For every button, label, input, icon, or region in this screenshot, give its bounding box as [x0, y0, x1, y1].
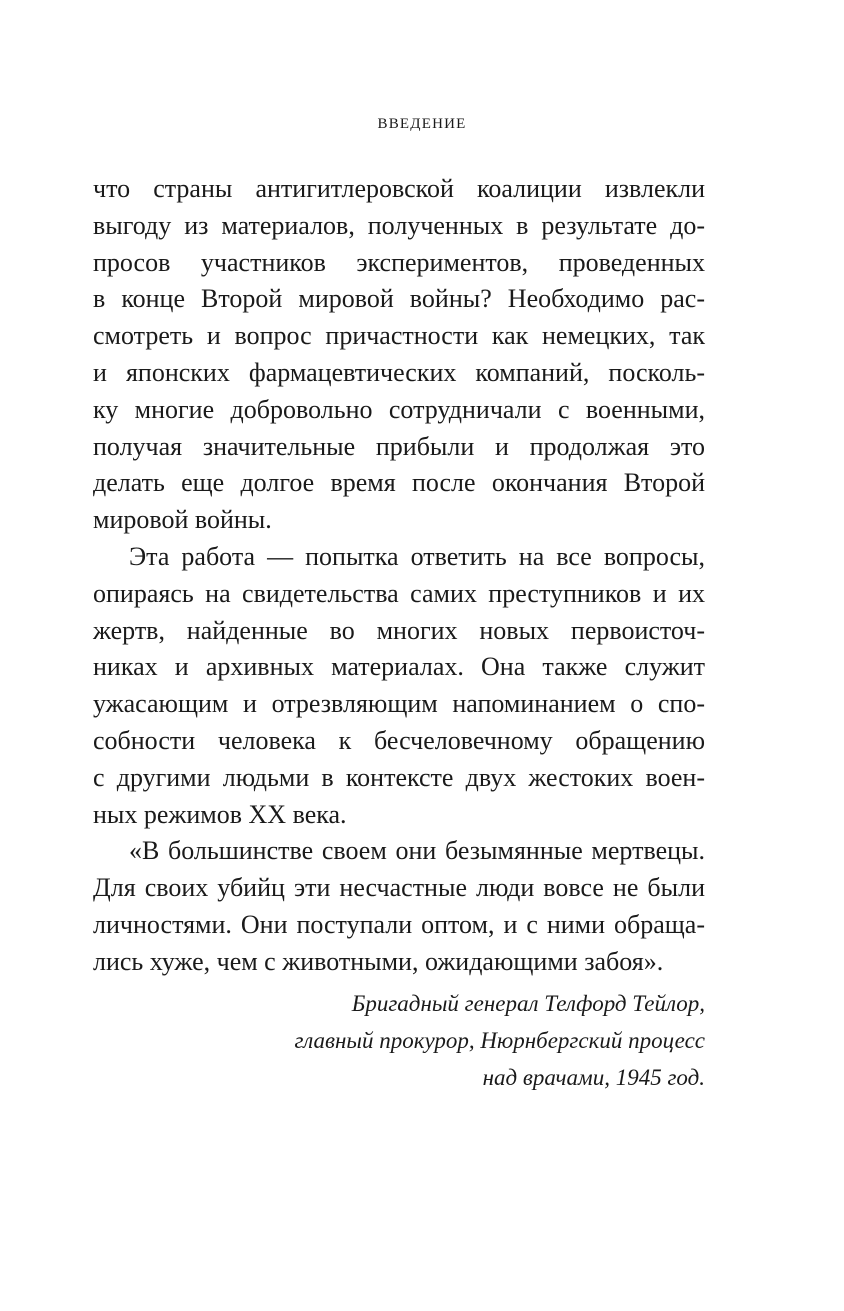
text-line: ужасающим и отрезвляющим напоминанием о спо-	[93, 689, 705, 719]
text-line: лись хуже, чем с животными, ожидающими забоя».	[93, 946, 664, 976]
text-line: делать еще долгое время после окончания Второй	[93, 468, 705, 498]
text-line: получая значительные прибыли и продолжая это	[93, 431, 705, 461]
attribution-line: Бригадный генерал Телфорд Тейлор,	[351, 991, 705, 1016]
text-line: ку многие добровольно сотрудничали с военными,	[93, 394, 705, 424]
text-line: Эта работа — попытка ответить на все вопросы,	[129, 541, 705, 571]
text-line: никах и архивных материалах. Она также служит	[93, 652, 705, 682]
text-line: в конце Второй мировой войны? Необходимо рас-	[93, 284, 705, 314]
quotation	[93, 833, 705, 980]
text-line: опираясь на свидетельства самих преступников и их	[93, 578, 705, 608]
text-line: личностями. Они поступали оптом, и с ними обраща-	[93, 909, 705, 939]
paragraph	[93, 171, 705, 539]
text-line: собности человека к бесчеловечному обращению	[93, 725, 705, 755]
text-line: и японских фармацевтических компаний, посколь-	[93, 357, 705, 387]
paragraph	[93, 539, 705, 833]
text-line: мировой войны.	[93, 505, 272, 535]
text-line: жертв, найденные во многих новых первоисточ-	[93, 615, 705, 645]
text-line: смотреть и вопрос причастности как немецких, так	[93, 321, 705, 351]
running-head: ВВЕДЕНИЕ	[377, 116, 467, 132]
text-line: «В большинстве своем они безымянные мертвецы.	[129, 836, 705, 866]
text-line: Для своих убийц эти несчастные люди вовсе не были	[93, 873, 705, 903]
text-line: что страны антигитлеровской коалиции извлекли	[93, 174, 705, 203]
text-line: просов участников экспериментов, проведенных	[93, 247, 705, 277]
text-line: ных режимов XX века.	[93, 799, 347, 829]
body-text	[93, 171, 705, 981]
attribution-line: главный прокурор, Нюрнбергский процесс	[294, 1028, 705, 1053]
attribution-line: над врачами, 1945 год.	[482, 1065, 705, 1090]
text-line: выгоду из материалов, полученных в результате до-	[93, 210, 705, 240]
text-line: с другими людьми в контексте двух жестоких воен-	[93, 762, 705, 792]
quote-attribution	[93, 985, 705, 1096]
